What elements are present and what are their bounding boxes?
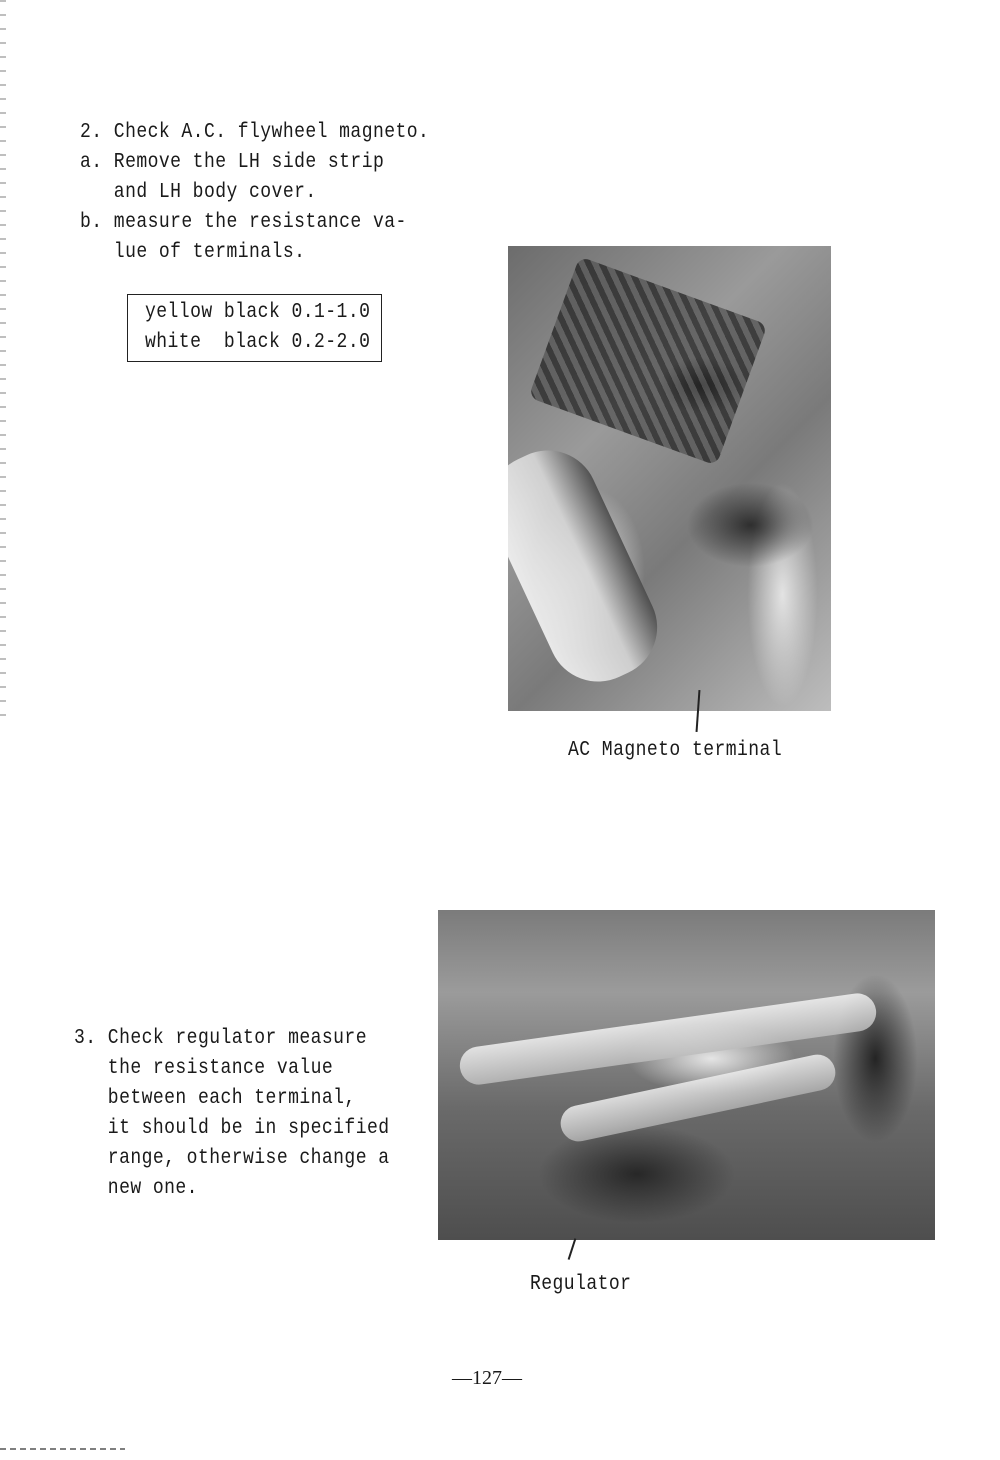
step-b-line-1: b. measure the resistance va-	[80, 211, 407, 234]
regulator-leader-line	[568, 1238, 576, 1259]
step-b-line-2: lue of terminals.	[80, 241, 306, 264]
ac-magneto-caption: AC Magneto terminal	[568, 739, 783, 762]
regulator-photo	[438, 910, 935, 1240]
section-3-line-3: between each terminal,	[74, 1087, 356, 1110]
scan-margin-artifact	[0, 0, 6, 720]
spec-row-yellow-black: yellow black 0.1-1.0	[145, 301, 371, 324]
regulator-caption: Regulator	[530, 1273, 632, 1296]
resistance-spec-table	[127, 294, 382, 362]
scan-bottom-artifact	[0, 1448, 125, 1450]
ac-magneto-photo	[508, 246, 831, 711]
section-3-line-4: it should be in specified	[74, 1117, 390, 1140]
section-3-line-1: 3. Check regulator measure	[74, 1027, 367, 1050]
step-a-line-1: a. Remove the LH side strip	[80, 151, 385, 174]
page-number: —127—	[452, 1367, 522, 1389]
section-3-line-2: the resistance value	[74, 1057, 334, 1080]
section-3-line-6: new one.	[74, 1177, 198, 1200]
spec-row-white-black: white black 0.2-2.0	[145, 331, 371, 354]
step-a-line-2: and LH body cover.	[80, 181, 317, 204]
section-2-heading: 2. Check A.C. flywheel magneto.	[80, 121, 430, 144]
section-3-line-5: range, otherwise change a	[74, 1147, 390, 1170]
